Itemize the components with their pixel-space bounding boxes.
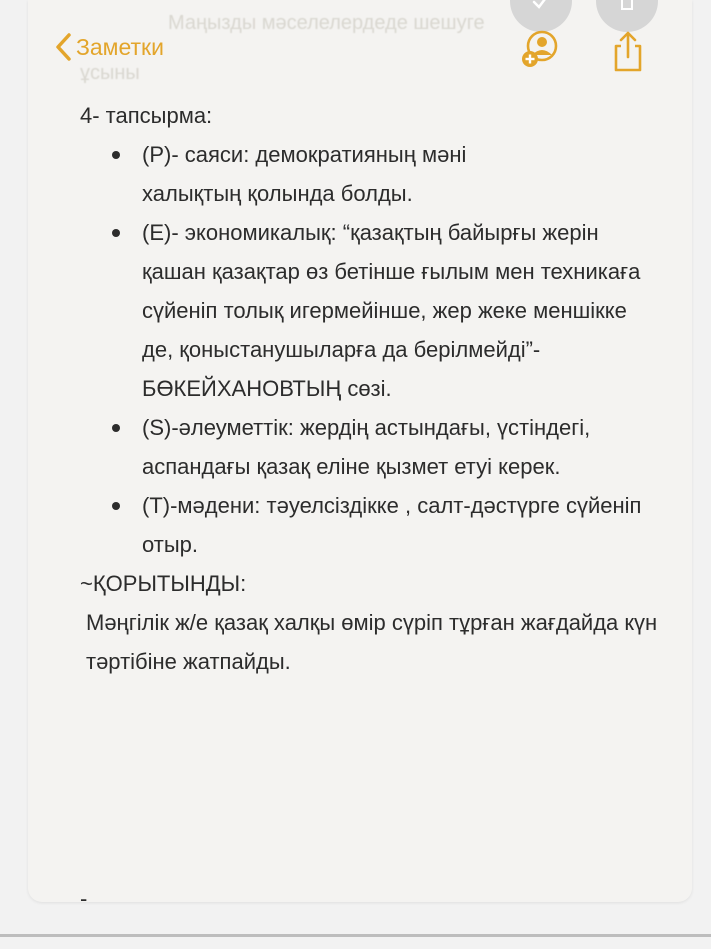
back-button[interactable]: [54, 32, 164, 62]
bullet-dot: [112, 502, 120, 510]
chevron-left-icon: [54, 32, 72, 62]
trailing-mark: -: [80, 886, 88, 902]
checkmark-icon: [530, 0, 552, 12]
bullet-list: [80, 135, 660, 564]
add-person-button[interactable]: [518, 30, 562, 75]
bullet-item: [80, 135, 660, 213]
bullet-text: (Е)- экономикалық: “қазақтың байырғы жерін қашан қазақтар өз бетінше ғылым мен техникаға сүйеніп толық игермейінше, жер жеке меншікке де, қоныстанушыларға да берілмейді”- БӨКЕЙХАНОВТЫҢ сөзі.: [142, 220, 641, 401]
back-label: Заметки: [76, 33, 164, 60]
trash-icon: [616, 0, 638, 12]
note-card: [28, 0, 692, 902]
nav-bar: [28, 24, 692, 80]
bullet-item: [80, 408, 660, 486]
bullet-text-line2: халықтың қолында болды.: [142, 181, 413, 206]
bottom-divider: [0, 934, 711, 937]
note-heading: 4- тапсырма:: [80, 103, 213, 128]
bullet-item: [80, 486, 660, 564]
share-button[interactable]: [608, 30, 648, 79]
bullet-dot: [112, 151, 120, 159]
share-icon: [608, 30, 648, 74]
bullet-text: (Т)-мәдени: тәуелсіздікке , салт-дәстүрге сүйеніп отыр.: [142, 493, 642, 557]
add-person-icon: [518, 30, 562, 70]
conclusion-body: Мәңгілік ж/е қазақ халқы өмір сүріп тұрған жағдайда күн тәртібіне жатпайды.: [86, 610, 658, 674]
note-body[interactable]: [80, 96, 660, 681]
bullet-text: (S)-әлеуметтік: жердің астындағы, үстіндегі, аспандағы қазақ еліне қызмет етуі керек.: [142, 415, 591, 479]
conclusion-title: ~ҚОРЫТЫНДЫ:: [80, 571, 247, 596]
bullet-dot: [112, 229, 120, 237]
bullet-dot: [112, 424, 120, 432]
ghost-text-2: ұсыны: [80, 62, 140, 84]
bullet-item: [80, 213, 660, 408]
bullet-text-line1: (Р)- саяси: демократияның мәні: [142, 142, 467, 167]
ghost-text: Маңызды мәселелердеде шешуге: [168, 12, 485, 34]
